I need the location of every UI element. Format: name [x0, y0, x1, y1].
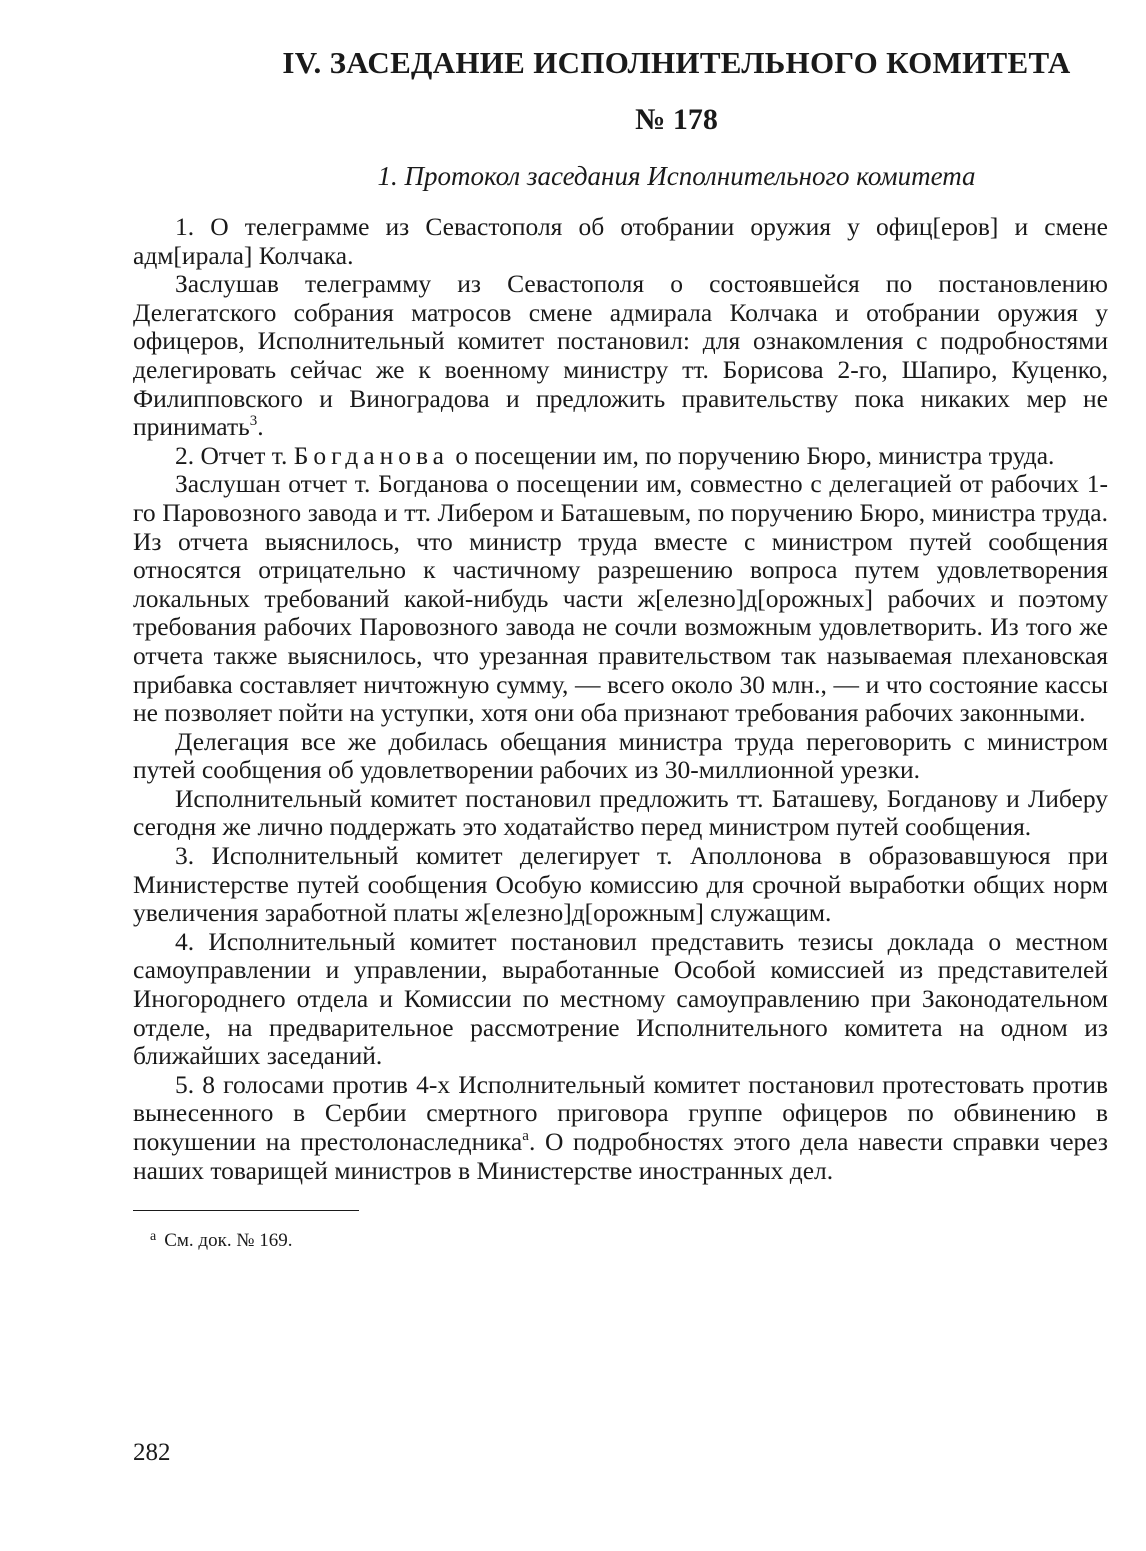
item-2-suffix: о посещении им, по поручению Бюро, министра труда. — [449, 440, 1055, 470]
item-3: 3. Исполнительный комитет делегирует т. Аполлонова в образовавшуюся при Министерстве путей сообщения Особую комиссию для срочной выработки общих норм увеличения заработной платы ж[елезно]д[орожным] служащим. — [133, 841, 1108, 928]
item-1-title: 1. О телеграмме из Севастополя об отобрании оружия у офиц[еров] и смене адм[ирала] Колчака. — [133, 212, 1108, 270]
protocol-subtitle: 1. Протокол заседания Исполнительного комитета — [377, 161, 976, 191]
document-number: № 178 — [635, 103, 718, 136]
punctuation: . — [257, 412, 264, 442]
item-2-prefix: 2. Отчет т. — [175, 440, 294, 470]
footnote-marker: а — [522, 1128, 529, 1144]
document-page — [133, 40, 1108, 1253]
footnote-text: См. док. № 169. — [164, 1230, 293, 1252]
item-5-end: . О подробностях этого дела навести справки через наших товарищей министров в Министерстве иностранных дел. — [133, 1127, 1108, 1185]
item-2-resolution: Исполнительный комитет постановил предложить тт. Баташеву, Богданову и Либеру сегодня же лично поддержать это ходатайство перед министром путей сообщения. — [133, 783, 1108, 842]
section-heading: IV. ЗАСЕДАНИЕ ИСПОЛНИТЕЛЬНОГО КОМИТЕТА — [282, 45, 1071, 80]
protocol-body — [133, 213, 1108, 1185]
item-2-report: Заслушан отчет т. Богданова о посещении им, совместно с делегацией от рабочих 1-го Паровозного завода и тт. Либером и Баташевым, по поручению Бюро, министра труда. Из отчета выяснилось, что министр труда вместе с министром путей сообщения относятся отрицательно к частичному разрешению вопроса путем удовлетворения локальных требований какой-нибудь части ж[елезно]д[орожных] рабочих и поэтому требования рабочих Паровозного завода не сочли возможным удовлетворить. Из того же отчета также выяснилось, что урезанная правительством так называемая плехановская прибавка составляет ничтожную сумму, — всего около 30 млн., — и что состояние кассы не позволяет пойти на уступки, хотя они оба признают требования рабочих законными. — [133, 469, 1108, 728]
page-number: 282 — [133, 1439, 171, 1466]
item-1-resolution — [133, 270, 1108, 442]
item-4: 4. Исполнительный комитет постановил представить тезисы доклада о местном самоуправлении и управлении, выработанные Особой комиссией из представителей Иногороднего отдела и Комиссии по местному самоуправлению при Законодательном отделе, на предварительное рассмотрение Исполнительного комитета на одном из ближайших заседаний. — [133, 926, 1108, 1071]
footnote — [133, 1225, 1108, 1253]
item-2-delegation: Делегация все же добилась обещания министра труда переговорить с министром путей сообщения об удовлетворении рабочих из 30-миллионной урезки. — [133, 726, 1108, 785]
item-2-spaced-name: Богданова — [293, 440, 449, 470]
item-1-resolution-text: Заслушав телеграмму из Севастополя о состоявшейся по постановлению Делегатского собрания матросов смене адмирала Колчака и отобрании оружия у офицеров, Исполнительный комитет постановил: для ознакомления с подробностями делегировать сейчас же к военному министру тт. Борисова 2-го, Шапиро, Куценко, Филипповского и Виноградова и предложить правительству пока никаких мер не принимать — [133, 269, 1108, 442]
footnote-mark: а — [150, 1229, 157, 1245]
item-2-title — [133, 442, 1108, 471]
footnote-divider — [133, 1210, 359, 1211]
item-5-text: 5. 8 голосами против 4-х Исполнительный комитет постановил протестовать против вынесенного в Сербии смертного приговора группе офицеров по обвинению в покушении на престолонаследника — [133, 1069, 1108, 1156]
item-5 — [133, 1071, 1108, 1185]
endnote-marker: 3 — [249, 413, 258, 430]
